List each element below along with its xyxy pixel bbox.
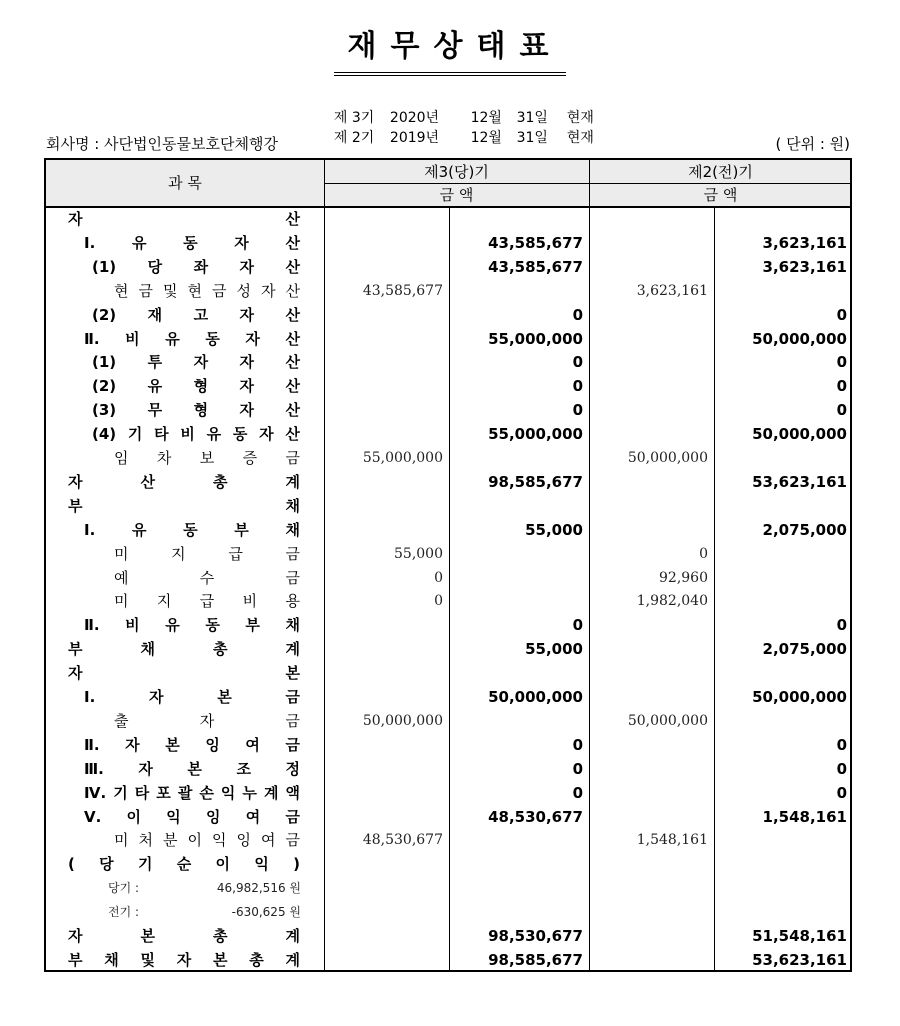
table-row xyxy=(46,255,850,279)
row-label: Ⅱ. 자 본 잉 여 금 xyxy=(84,735,300,754)
previous-detail-amount: 0 xyxy=(699,545,708,562)
table-row xyxy=(46,350,850,374)
current-total-amount: 0 xyxy=(572,377,583,396)
current-detail-amount: 48,530,677 xyxy=(362,832,443,849)
page-title: 재무상태표 xyxy=(334,28,567,76)
header-subject: 과 목 xyxy=(168,174,202,192)
table-row xyxy=(46,589,850,613)
table-row xyxy=(46,422,850,446)
row-label: Ⅱ. 비 유 동 자 산 xyxy=(84,329,300,348)
row-label: Ⅴ. 이 익 잉 여 금 xyxy=(84,807,300,826)
previous-detail-amount: 50,000,000 xyxy=(627,712,708,729)
current-total-amount: 98,585,677 xyxy=(488,950,583,969)
table-row xyxy=(46,733,850,757)
period-label: 제 2기 xyxy=(333,130,375,146)
previous-total-amount: 0 xyxy=(836,759,847,778)
previous-total-amount: 2,075,000 xyxy=(762,640,847,659)
table-row xyxy=(46,566,850,590)
table-row xyxy=(46,518,850,542)
previous-detail-amount: 50,000,000 xyxy=(627,450,708,466)
current-total-amount: 0 xyxy=(572,735,583,754)
row-label: 자 산 총 계 xyxy=(68,472,300,491)
table-row xyxy=(46,303,850,327)
note-label: 전기 : xyxy=(108,905,140,920)
period-year: 2019년 xyxy=(389,130,440,146)
row-label: ( 당 기 순 이 익 ) xyxy=(68,855,300,874)
table-row xyxy=(46,207,850,231)
period-day: 31일 xyxy=(516,130,548,146)
current-total-amount: 50,000,000 xyxy=(488,688,583,706)
table-row xyxy=(46,948,850,972)
current-total-amount: 98,530,677 xyxy=(488,927,583,945)
unit-label: ( 단위 : 원) xyxy=(775,135,850,153)
company-name: 회사명 : 사단법인동물보호단체행강 xyxy=(46,135,278,153)
table-row xyxy=(46,661,850,685)
previous-total-amount: 0 xyxy=(836,401,847,420)
row-label: 부 채 총 계 xyxy=(68,640,300,659)
table-row xyxy=(46,446,850,470)
table-row xyxy=(46,494,850,518)
table-row xyxy=(46,876,850,900)
table-row xyxy=(46,805,850,829)
table-row xyxy=(46,613,850,637)
note-label: 당기 : xyxy=(108,881,140,896)
previous-total-amount: 2,075,000 xyxy=(762,520,847,539)
current-total-amount: 98,585,677 xyxy=(488,472,583,491)
row-label: Ⅲ. 자 본 조 정 xyxy=(84,759,300,778)
row-label: (1) 투 자 자 산 xyxy=(92,353,300,372)
row-label: (3) 무 형 자 산 xyxy=(92,401,300,420)
table-row xyxy=(46,374,850,398)
current-total-amount: 0 xyxy=(572,305,583,324)
previous-total-amount: 53,623,161 xyxy=(752,950,847,969)
row-label: 자 본 총 계 xyxy=(68,927,300,945)
note-value: 46,982,516 원 xyxy=(216,881,301,896)
previous-detail-amount: 3,623,161 xyxy=(636,282,708,299)
current-total-amount: 55,000,000 xyxy=(488,425,583,444)
current-detail-amount: 50,000,000 xyxy=(362,712,443,729)
current-total-amount: 0 xyxy=(572,401,583,420)
row-label: 자 산 xyxy=(68,210,300,228)
table-row xyxy=(46,470,850,494)
current-total-amount: 0 xyxy=(572,353,583,372)
table-row xyxy=(46,781,850,805)
current-detail-amount: 55,000,000 xyxy=(362,450,443,466)
period-month: 12월 xyxy=(470,110,502,126)
row-label: 부 채 및 자 본 총 계 xyxy=(68,950,300,969)
period-month: 12월 xyxy=(470,130,502,146)
title-wrap xyxy=(0,28,900,76)
table-row xyxy=(46,637,850,661)
previous-total-amount: 50,000,000 xyxy=(752,688,847,706)
row-label: 출 자 금 xyxy=(114,711,300,730)
row-label: 미 지 급 금 xyxy=(114,544,300,563)
row-label: Ⅰ. 자 본 금 xyxy=(84,688,300,706)
table-row xyxy=(46,852,850,876)
row-label: 예 수 금 xyxy=(114,568,300,587)
table-row xyxy=(46,279,850,303)
row-label: 미 처 분 이 익 잉 여 금 xyxy=(114,831,300,850)
period-day: 31일 xyxy=(516,110,548,126)
previous-total-amount: 51,548,161 xyxy=(752,927,847,945)
period-previous xyxy=(325,108,594,148)
current-detail-amount: 0 xyxy=(434,593,443,610)
previous-total-amount: 3,623,161 xyxy=(762,233,847,252)
previous-total-amount: 0 xyxy=(836,305,847,324)
period-status: 현재 xyxy=(566,110,594,126)
current-detail-amount: 43,585,677 xyxy=(362,282,443,299)
row-label: 임 차 보 증 금 xyxy=(114,449,300,467)
table-row xyxy=(46,542,850,566)
header-current-amount: 금 액 xyxy=(439,186,474,204)
current-total-amount: 55,000 xyxy=(525,520,583,539)
previous-total-amount: 0 xyxy=(836,353,847,372)
table-row xyxy=(46,709,850,733)
previous-total-amount: 50,000,000 xyxy=(752,329,847,348)
header-previous-amount: 금 액 xyxy=(703,186,738,204)
previous-total-amount: 0 xyxy=(836,783,847,802)
current-total-amount: 55,000,000 xyxy=(488,329,583,348)
table-row xyxy=(46,757,850,781)
current-total-amount: 0 xyxy=(572,783,583,802)
current-total-amount: 0 xyxy=(572,616,583,635)
current-total-amount: 0 xyxy=(572,759,583,778)
previous-total-amount: 53,623,161 xyxy=(752,472,847,491)
previous-total-amount: 3,623,161 xyxy=(762,257,847,276)
previous-detail-amount: 1,548,161 xyxy=(636,832,708,849)
header-divider xyxy=(324,183,852,184)
previous-total-amount: 1,548,161 xyxy=(762,807,847,826)
table-row xyxy=(46,398,850,422)
period-year: 2020년 xyxy=(389,110,440,126)
current-detail-amount: 55,000 xyxy=(394,545,443,562)
row-label: (4) 기 타 비 유 동 자 산 xyxy=(92,425,300,444)
row-label: 자 본 xyxy=(68,664,300,683)
row-label: Ⅳ. 기 타 포 괄 손 익 누 계 액 xyxy=(84,783,300,802)
current-total-amount: 43,585,677 xyxy=(488,257,583,276)
balance-sheet-table xyxy=(44,158,852,972)
previous-total-amount: 0 xyxy=(836,735,847,754)
current-detail-amount: 0 xyxy=(434,569,443,586)
table-row xyxy=(46,685,850,709)
row-label: Ⅰ. 유 동 자 산 xyxy=(84,233,300,252)
table-row xyxy=(46,828,850,852)
current-total-amount: 43,585,677 xyxy=(488,233,583,252)
period-status: 현재 xyxy=(566,130,594,146)
previous-total-amount: 50,000,000 xyxy=(752,425,847,444)
previous-total-amount: 0 xyxy=(836,616,847,635)
table-row xyxy=(46,900,850,924)
row-label: 현 금 및 현 금 성 자 산 xyxy=(114,281,300,300)
header-current-period: 제3(당)기 xyxy=(424,163,489,181)
row-label: (2) 유 형 자 산 xyxy=(92,377,300,396)
table-row xyxy=(46,231,850,255)
row-label: 부 채 xyxy=(68,496,300,515)
note-value: -630,625 원 xyxy=(231,905,301,920)
period-label: 제 3기 xyxy=(333,110,375,126)
current-total-amount: 55,000 xyxy=(525,640,583,659)
previous-detail-amount: 1,982,040 xyxy=(636,593,708,610)
row-label: Ⅰ. 유 동 부 채 xyxy=(84,520,300,539)
current-total-amount: 48,530,677 xyxy=(488,807,583,826)
row-label: 미 지 급 비 용 xyxy=(114,592,300,611)
row-label: (1) 당 좌 자 산 xyxy=(92,257,300,276)
previous-detail-amount: 92,960 xyxy=(659,569,708,586)
table-row xyxy=(46,327,850,351)
row-label: (2) 재 고 자 산 xyxy=(92,305,300,324)
header-previous-period: 제2(전)기 xyxy=(688,163,753,181)
table-row xyxy=(46,924,850,948)
previous-total-amount: 0 xyxy=(836,377,847,396)
row-label: Ⅱ. 비 유 동 부 채 xyxy=(84,616,300,635)
